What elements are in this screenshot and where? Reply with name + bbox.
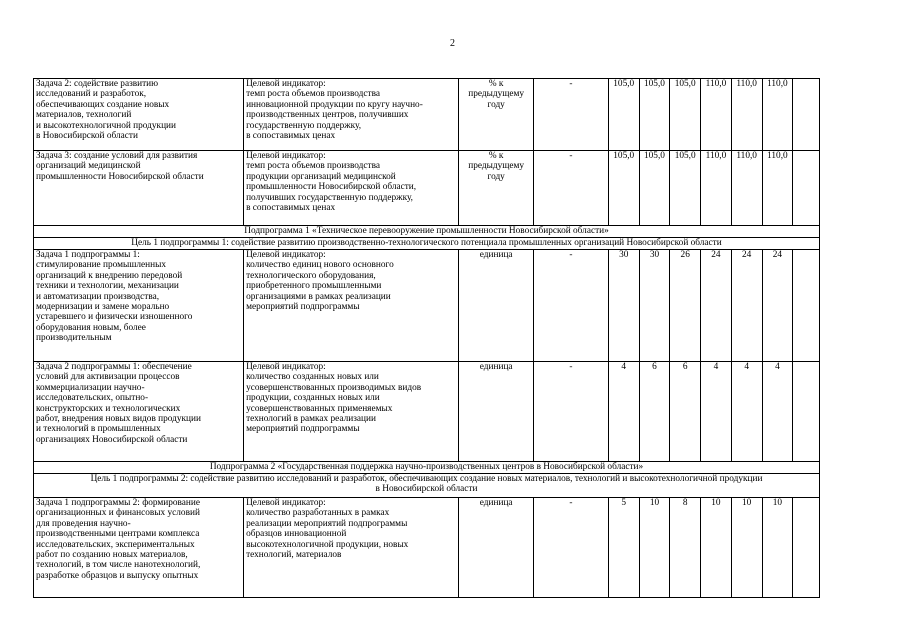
- unit-cell: единица: [459, 250, 534, 362]
- subprogram-header-row: [34, 462, 820, 474]
- value-cell: 110,0: [731, 151, 762, 226]
- value-cell: 105,0: [608, 151, 639, 226]
- value-cell: 10: [731, 498, 762, 598]
- value-cell: 10: [701, 498, 732, 598]
- value-cell: 105,0: [639, 151, 670, 226]
- subprogram-1-title: Подпрограмма 1 «Техническое перевооружение промышленности Новосибирской области»: [34, 226, 820, 238]
- subprogram-1-goal: Цель 1 подпрограммы 1: содействие развитию производственно-технологического потенциала промышленных организаций Новосибирской области: [34, 238, 820, 250]
- indicator-cell: Целевой индикатор: количество единиц нового основного технологического оборудования, приобретенного промышленными организациями в рамках реализации мероприятий подпрограммы: [244, 250, 459, 362]
- goal-row: [34, 238, 820, 250]
- unit-cell: единица: [459, 498, 534, 598]
- subprogram-2-title: Подпрограмма 2 «Государственная поддержка научно-производственных центров в Новосибирской области»: [34, 462, 820, 474]
- indicators-table: [33, 78, 820, 598]
- empty-cell: [793, 498, 820, 598]
- value-cell: 6: [670, 362, 701, 462]
- empty-cell: [793, 250, 820, 362]
- value-cell: 24: [701, 250, 732, 362]
- value-cell: 110,0: [701, 151, 732, 226]
- base-value-cell: -: [534, 498, 609, 598]
- value-cell: 105,0: [608, 79, 639, 151]
- value-cell: 24: [731, 250, 762, 362]
- goal-row: [34, 474, 820, 498]
- task-cell: Задача 2: содействие развитию исследований и разработок, обеспечивающих создание новых материалов, технологий и высокотехнологичной продукции в Новосибирской области: [34, 79, 244, 151]
- table-row: [34, 79, 820, 151]
- value-cell: 4: [762, 362, 793, 462]
- value-cell: 26: [670, 250, 701, 362]
- value-cell: 4: [701, 362, 732, 462]
- page-number: 2: [450, 38, 455, 49]
- indicator-cell: Целевой индикатор: количество созданных новых или усовершенствованных производимых видов продукции, созданных новых или усовершенствованных применяемых технологий в рамках реализации мероприятий подпрограммы: [244, 362, 459, 462]
- unit-cell: % к предыдущему году: [459, 151, 534, 226]
- empty-cell: [793, 151, 820, 226]
- indicator-cell: Целевой индикатор: темп роста объемов производства инновационной продукции по кругу научно- производственных центров, получивших государственную поддержку, в сопоставимых ценах: [244, 79, 459, 151]
- empty-cell: [793, 79, 820, 151]
- table-row: [34, 362, 820, 462]
- base-value-cell: -: [534, 362, 609, 462]
- indicator-cell: Целевой индикатор: количество разработанных в рамках реализации мероприятий подпрограммы образцов инновационной высокотехнологичной продукции, новых технологий, материалов: [244, 498, 459, 598]
- table-row: [34, 151, 820, 226]
- value-cell: 8: [670, 498, 701, 598]
- value-cell: 110,0: [731, 79, 762, 151]
- task-cell: Задача 3: создание условий для развития организаций медицинской промышленности Новосибирской области: [34, 151, 244, 226]
- value-cell: 4: [608, 362, 639, 462]
- value-cell: 105,0: [670, 79, 701, 151]
- value-cell: 24: [762, 250, 793, 362]
- subprogram-header-row: [34, 226, 820, 238]
- task-cell: Задача 2 подпрограммы 1: обеспечение условий для активизации процессов коммерциализации научно- исследовательских, опытно- конструкторских и технологических работ, внедрения новых видов продукции и технологий в промышленных организациях Новосибирской области: [34, 362, 244, 462]
- table-row: [34, 250, 820, 362]
- base-value-cell: -: [534, 250, 609, 362]
- value-cell: 110,0: [762, 151, 793, 226]
- value-cell: 5: [608, 498, 639, 598]
- task-cell: Задача 1 подпрограммы 1: стимулирование промышленных организаций к внедрению передовой техники и технологии, механизации и автоматизации производства, модернизации и замене морально устаревшего и физически изношенного оборудования новым, более производительным: [34, 250, 244, 362]
- value-cell: 10: [639, 498, 670, 598]
- value-cell: 105,0: [670, 151, 701, 226]
- unit-cell: единица: [459, 362, 534, 462]
- value-cell: 105,0: [639, 79, 670, 151]
- task-cell: Задача 1 подпрограммы 2: формирование организационных и финансовых условий для проведения научно- производственными центрами комплекса исследовательских, экспериментальных работ по созданию новых материалов, технологий, в том числе нанотехнологий, разработке образцов и выпуску опытных: [34, 498, 244, 598]
- value-cell: 30: [608, 250, 639, 362]
- base-value-cell: -: [534, 151, 609, 226]
- value-cell: 10: [762, 498, 793, 598]
- value-cell: 110,0: [762, 79, 793, 151]
- unit-cell: % к предыдущему году: [459, 79, 534, 151]
- value-cell: 4: [731, 362, 762, 462]
- base-value-cell: -: [534, 79, 609, 151]
- value-cell: 6: [639, 362, 670, 462]
- subprogram-2-goal: Цель 1 подпрограммы 2: содействие развитию исследований и разработок, обеспечивающих создание новых материалов, технологий и высокотехнологичной продукции в Новосибирской области: [34, 474, 820, 498]
- value-cell: 30: [639, 250, 670, 362]
- indicator-cell: Целевой индикатор: темп роста объемов производства продукции организаций медицинской промышленности Новосибирской области, получивших государственную поддержку, в сопоставимых ценах: [244, 151, 459, 226]
- value-cell: 110,0: [701, 79, 732, 151]
- empty-cell: [793, 362, 820, 462]
- table-row: [34, 498, 820, 598]
